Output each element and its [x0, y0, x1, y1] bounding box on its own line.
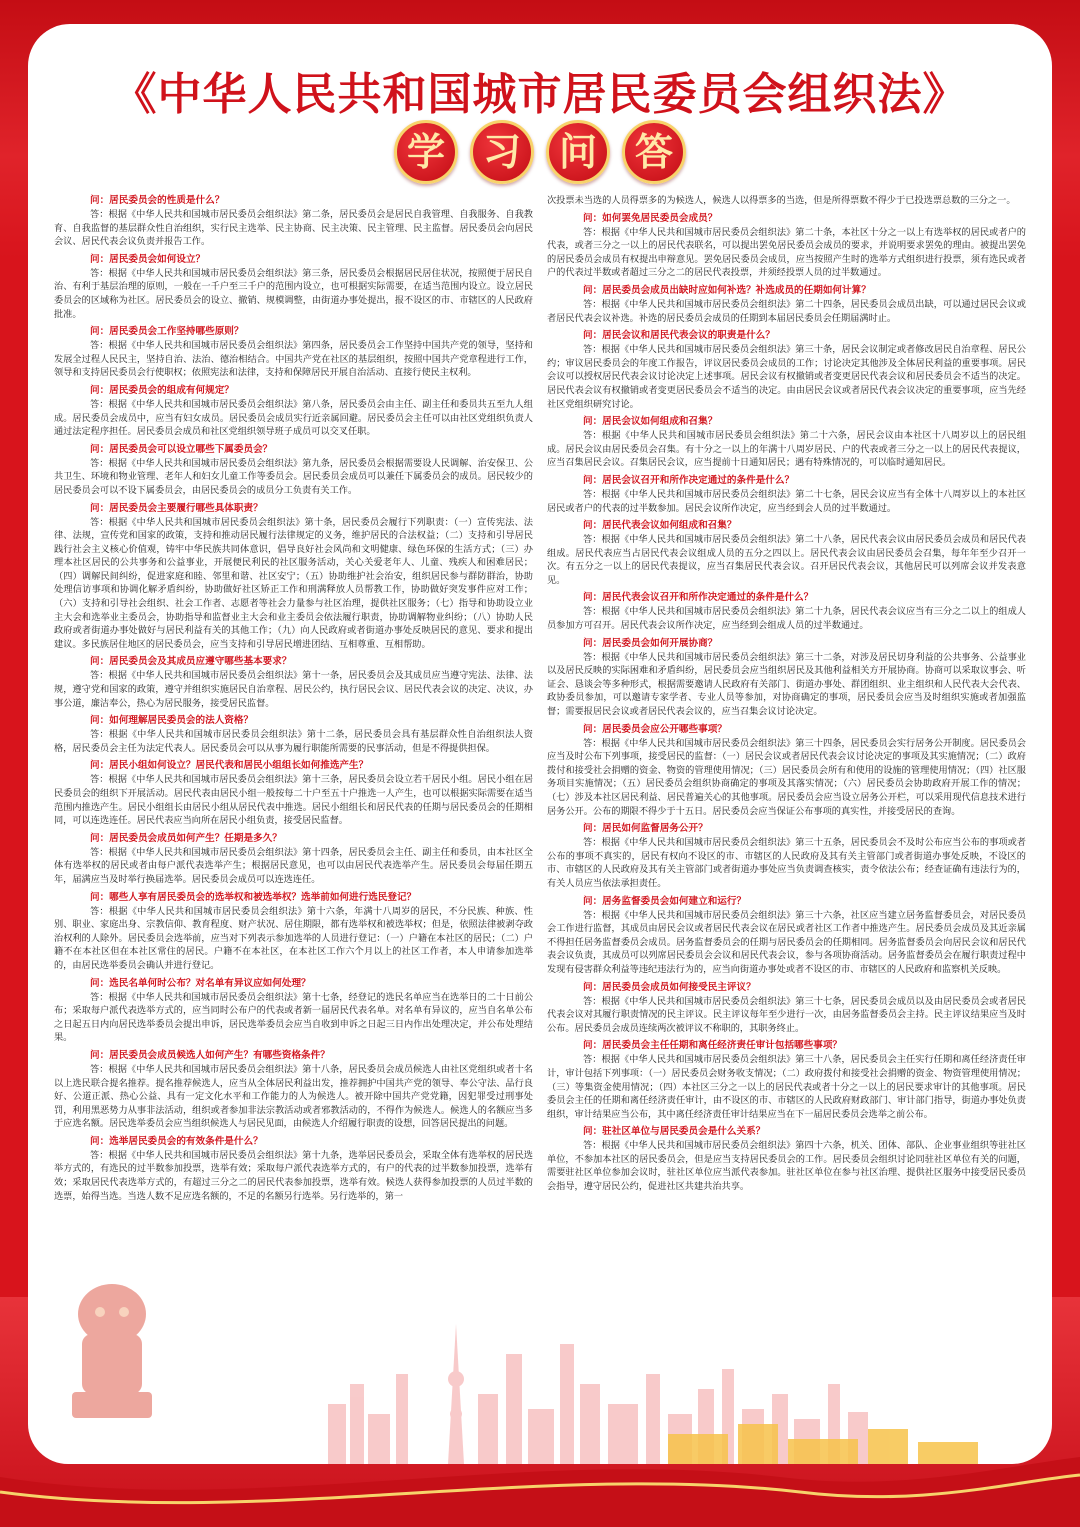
answer-text: 答：根据《中华人民共和国城市居民委员会组织法》第二条，居民委员会是居民自我管理、自我服务、自我教育、自我监督的基层群众性自治组织，实行民主选举、民主协商、民主决策、民主管理、民主监督。居民委员会向居民会议、居民代表会议负责并报告工作。 — [54, 209, 533, 248]
qa-item — [54, 714, 533, 755]
qa-item — [54, 253, 533, 321]
question-text: 问：哪些人享有居民委员会的选举权和被选举权？选举前如何进行选民登记？ — [90, 891, 417, 903]
answer-text: 答：根据《中华人民共和国城市居民委员会组织法》第十条，居民委员会履行下列职责：（一）宣传宪法、法律、法规，宣传党和国家的政策，支持和推动居民履行法律规定的义务，维护居民的合法权益；（二）支持和引导居民践行社会主义核心价值观，铸牢中华民族共同体意识，倡导良好社会风尚和文明健康、绿色环保的生活方式；（三）办理本社区居民的公共事务和公益事业，开展便民利民的社区服务活动，关心关爱老年人、儿童、残疾人和困难居民；（四）调解民间纠纷，促进家庭和睦、邻里和谐、社区安宁；（五）协助维护社会治安，组织居民参与群防群治，协助处理信访事项和协调化解矛盾纠纷，协助做好社区矫正工作和刑满释放人员帮教工作，协助做好突发事件应对工作；（六）支持和引导社会组织、社会工作者、志愿者等社会力量参与社区治理，提供社区服务；（七）指导和协助设立业主大会和选举业主委员会，协助指导和监督业主大会和业主委员会依法履行职责，协助调解物业纠纷；（八）协助人民政府或者街道办事处做好与居民利益有关的其他工作；（九）向人民政府或者街道办事处反映居民的意见、要求和提出建议。多民族居住地区的居民委员会，应当支持和引导居民增进团结、互相尊重、互相帮助。 — [54, 516, 533, 650]
qa-item — [54, 977, 533, 1045]
answer-text: 答：根据《中华人民共和国城市居民委员会组织法》第十一条，居民委员会及其成员应当遵守宪法、法律、法规，遵守党和国家的政策，遵守并组织实施居民自治章程、居民公约，执行居民会议、居民代表会议的决定、决议，办事公道，廉洁奉公，热心为居民服务，接受居民监督。 — [54, 670, 533, 709]
qa-item — [547, 212, 1026, 280]
question-text: 问：居民委员会成员出缺时应如何补选？补选成员的任期如何计算？ — [583, 284, 871, 296]
subtitle-char: 学 — [394, 120, 458, 184]
subtitle-char: 答 — [622, 120, 686, 184]
qa-item — [547, 591, 1026, 632]
qa-item — [547, 1039, 1026, 1121]
question-text: 问：居民委员会的性质是什么？ — [90, 195, 225, 206]
answer-text: 答：根据《中华人民共和国城市居民委员会组织法》第四十六条，机关、团体、部队、企业事业组织等驻社区单位，不参加本社区的居民委员会，但是应当支持居民委员会的工作。居民委员会组织讨论同驻社区单位有关的问题，需要驻社区单位参加会议时，驻社区单位应当派代表参加。驻社区单位在参与社区治理、提供社区服务中接受居民委员会指导，遵守居民公约，促进社区共建共治共享。 — [547, 1140, 1026, 1193]
qa-item — [54, 655, 533, 710]
qa-item — [547, 723, 1026, 819]
qa-item — [54, 502, 533, 652]
answer-text: 答：根据《中华人民共和国城市居民委员会组织法》第十二条，居民委员会具有基层群众性自治组织法人资格，居民委员会主任为法定代表人。居民委员会可以从事为履行职能所需要的民事活动，但是不得提供担保。 — [54, 729, 533, 754]
answer-text: 答：根据《中华人民共和国城市居民委员会组织法》第十九条，选举居民委员会，采取全体有选举权的居民选举方式的，有选民的过半数参加投票，选举有效；采取每户派代表选举方式的，有户的代表的过半数参加投票，选举有效；采取居民代表选举方式的，有超过三分之二的居民代表参加投票，选举有效。候选人获得参加投票的人员过半数的选票，始得当选。当选人数不足应选名额的，不足的名额另行选举。另行选举的，第一 — [54, 1149, 533, 1202]
subtitle-char: 习 — [470, 120, 534, 184]
poster-title: 《中华人民共和国城市居民委员会组织法》 — [112, 69, 968, 120]
qa-item — [547, 474, 1026, 515]
answer-text: 答：根据《中华人民共和国城市居民委员会组织法》第二十四条，居民委员会成员出缺，可以通过居民会议或者居民代表会议补选。补选的居民委员会成员的任期到本届居民委员会任期届满时止。 — [547, 298, 1026, 324]
question-text: 问：居民委员会应公开哪些事项？ — [583, 723, 727, 735]
question-text: 问：如何理解居民委员会的法人资格？ — [90, 715, 254, 727]
answer-text: 答：根据《中华人民共和国城市居民委员会组织法》第十八条，居民委员会成员候选人由社区党组织或者十名以上选民联合提名推荐。提名推荐候选人，应当从全体居民利益出发，推荐拥护中国共产党的领导、奉公守法、品行良好、公道正派、热心公益、具有一定文化水平和工作能力的人为候选人。被开除中国共产党党籍，因犯罪受过刑事处罚，利用黑恶势力从事非法活动，组织或者参加非法宗教活动或者邪教活动的，不得作为候选人。候选人的名额应当多于应选名额。居民选举委员会应当组织候选人与居民见面，由候选人介绍履行职责的设想，回答居民提出的问题。 — [54, 1063, 533, 1130]
answer-text: 答：根据《中华人民共和国城市居民委员会组织法》第三十二条，对涉及居民切身利益的公共事务、公益事业以及居民反映的实际困难和矛盾纠纷，居民委员会应当组织居民及其他利益相关方开展协商。协商可以采取议事会、听证会、恳谈会等多种形式，根据需要邀请人民政府有关部门、街道办事处、群团组织、业主组织和人民代表大会代表、政协委员参加，可以邀请专家学者、专业人员等参加，对协商确定的事项，居民委员会应当及时组织实施或者加强监督；需要报居民会议或者居民代表会议的，应当召集会议讨论决定。 — [547, 651, 1026, 718]
answer-text: 答：根据《中华人民共和国城市居民委员会组织法》第二十九条，居民代表会议应当有三分之二以上的组成人员参加方可召开。居民代表会议所作决定，应当经到会组成人员的过半数通过。 — [547, 606, 1026, 632]
question-text: 问：居民委员会如何开展协商？ — [583, 637, 718, 649]
question-text: 问：居民代表会议召开和所作决定通过的条件是什么？ — [583, 592, 814, 604]
question-text: 问：居民小组如何设立？居民代表和居民小组组长如何推选产生？ — [90, 760, 369, 772]
question-text: 问：居民委员会工作坚持哪些原则？ — [90, 326, 244, 338]
qa-item — [547, 981, 1026, 1036]
qa-left-column — [54, 194, 533, 1284]
answer-text: 答：根据《中华人民共和国城市居民委员会组织法》第八条，居民委员会由主任、副主任和委员共五至九人组成。居民委员会成员中，应当有妇女成员。居民委员会成员实行近亲属回避。居民委员会主任可以由社区党组织负责人通过法定程序担任。居民委员会成员和社区党组织领导班子成员可以交叉任职。 — [54, 398, 533, 438]
question-text: 问：选民名单何时公布？对名单有异议应如何处理？ — [90, 977, 311, 989]
answer-text: 答：根据《中华人民共和国城市居民委员会组织法》第三十六条，社区应当建立居务监督委员会，对居民委员会工作进行监督，其成员由居民会议或者居民代表会议在居民或者社区工作者中推选产生。居民委员会成员及其近亲属不得担任居务监督委员会成员。居务监督委员会的任期与居民委员会的任期相同。居务监督委员会向居民会议和居民代表会议负责，其成员可以列席居民委员会会议和居民代表会议，参与各项协商活动。居务监督委员会在履行职责过程中发现有侵害群众利益等违纪违法行为的，应当向街道办事处或者不设区的市、市辖区的人民政府和监察机关反映。 — [547, 909, 1026, 975]
question-text: 问：居民委员会及其成员应遵守哪些基本要求？ — [90, 656, 292, 668]
qa-item — [54, 891, 533, 973]
qa-item — [54, 1135, 533, 1203]
question-text: 问：居民委员会如何设立？ — [90, 253, 206, 265]
answer-text: 答：根据《中华人民共和国城市居民委员会组织法》第二十六条，居民会议由本社区十八周岁以上的居民组成。居民会议由居民委员会召集。有十分之一以上的年满十八周岁居民、户的代表或者三分之一以上的居民代表提议，应当召集居民会议。召集居民会议，应当提前十日通知居民；遇有特殊情况的，可以临时通知居民。 — [547, 430, 1026, 469]
qa-item — [547, 895, 1026, 977]
question-text: 问：居民会议如何组成和召集？ — [583, 416, 718, 428]
qa-item — [54, 1049, 533, 1131]
subtitle-char: 问 — [546, 120, 610, 184]
question-text: 问：居民委员会成员如何产生？任期是多久？ — [90, 832, 282, 844]
question-text: 问：居民委员会成员候选人如何产生？有哪些资格条件？ — [90, 1049, 330, 1061]
question-text: 问：居民委员会可以设立哪些下属委员会？ — [90, 443, 273, 455]
answer-text: 答：根据《中华人民共和国城市居民委员会组织法》第三十五条，居民委员会不及时公布应当公布的事项或者公布的事项不真实的，居民有权向不设区的市、市辖区的人民政府及其有关主管部门或者街道办事处反映，不设区的市、市辖区的人民政府及其有关主管部门或者街道办事处应当负责调查核实，责令依法公布；经查证确有违法行为的，有关人员应当依法承担责任。 — [547, 837, 1026, 889]
qa-item — [547, 415, 1026, 470]
question-text: 问：居务监督委员会如何建立和运行？ — [583, 895, 747, 907]
answer-text: 答：根据《中华人民共和国城市居民委员会组织法》第三十四条，居民委员会实行居务公开制度。居民委员会应当及时公布下列事项，接受居民的监督：（一）居民会议或者居民代表会议讨论决定的事项及其实施情况；（二）政府拨付和接受社会捐赠的资金、物资的管理使用情况；（三）居民委员会所有和使用的设施的管理使用情况；（四）社区服务项目实施情况；（五）居民委员会组织协商确定的事项及其落实情况；（六）居民委员会协助政府开展工作的情况；（七）涉及本社区居民利益、居民普遍关心的其他事项。居民委员会应当设立居务公开栏，可以采用现代信息技术进行居务公开。公布的期限不得少于十五日。居民委员会应当保证公布事项的真实性，并接受居民的查询。 — [547, 737, 1026, 817]
qa-columns — [54, 194, 1026, 1284]
answer-text: 答：根据《中华人民共和国城市居民委员会组织法》第九条，居民委员会根据需要设人民调解、治安保卫、公共卫生、环境和物业管理、老年人和妇女儿童工作等委员会。居民委员会成员可以兼任下属委员会的成员。居民较少的居民委员会可以不设下属委员会，由居民委员会的成员分工负责有关工作。 — [54, 457, 533, 496]
answer-text: 答：根据《中华人民共和国城市居民委员会组织法》第三十八条，居民委员会主任实行任期和离任经济责任审计，审计包括下列事项：（一）居民委员会财务收支情况；（二）政府拨付和接受社会捐赠的资金、物资管理使用情况；（三）等集资金使用情况；（四）本社区三分之一以上的居民代表或者十分之一以上的居民要求审计的其他事项。居民委员会主任的任期和离任经济责任审计，由不设区的市、市辖区的人民政府财政部门、审计部门指导，街道办事处负责组织，审计结果应当公布，其中离任经济责任审计结果应当在下一届居民委员会选举之前公布。 — [547, 1054, 1026, 1120]
qa-item — [547, 329, 1026, 411]
question-text: 问：如何罢免居民委员会成员？ — [583, 212, 718, 224]
qa-item — [54, 194, 533, 249]
question-text: 问：居民如何监督居务公开？ — [583, 823, 708, 835]
qa-item — [547, 1125, 1026, 1193]
question-text: 问：选举居民委员会的有效条件是什么？ — [90, 1135, 263, 1147]
answer-text: 答：根据《中华人民共和国城市居民委员会组织法》第三十七条，居民委员会成员以及由居民委员会或者居民代表会议对其履行职责情况的民主评议。民主评议每年至少进行一次，由居务监督委员会主持。民主评议结果应当及时公布。居民委员会成员连续两次被评议不称职的，其职务终止。 — [547, 995, 1026, 1034]
question-text: 问：居民委员会的组成有何规定？ — [90, 384, 234, 396]
answer-text: 答：根据《中华人民共和国城市居民委员会组织法》第三条，居民委员会根据居民居住状况，按照便于居民自治、有利于基层治理的原则，一般在一千户至三千户的范围内设立，也可根据实际需要，在适当范围内设立。设立居民委员会的区域称为社区。居民委员会的设立、撤销、规模调整，由街道办事处提出，报不设区的市、市辖区的人民政府批准。 — [54, 267, 533, 320]
question-text: 问：居民代表会议如何组成和召集？ — [583, 520, 737, 532]
answer-text: 答：根据《中华人民共和国城市居民委员会组织法》第十七条，经登记的选民名单应当在选举日的二十日前公布；采取每户派代表选举方式的，应当同时公布户的代表或者新一届居民代表名单。对名单有异议的，应当自名单公布之日起五日内向居民选举委员会提出申诉，居民选举委员会应当自收到申诉之日起三日内作出处理决定，并公布处理结果。 — [54, 991, 533, 1044]
stone-lion-illustration — [52, 1274, 172, 1424]
qa-item — [547, 284, 1026, 325]
question-text: 问：居民会议召开和所作决定通过的条件是什么？ — [583, 474, 795, 486]
answer-text: 答：根据《中华人民共和国城市居民委员会组织法》第二十八条，居民代表会议由居民委员会成员和居民代表组成。居民代表应当占居民代表会议组成人员的五分之四以上。居民代表会议由居民委员会召集，每年年至少召开一次。有五分之一以上的居民代表提议，应当召集居民代表会议。召开居民代表会议，其他居民可以列席会议并发表意见。 — [547, 534, 1026, 586]
question-text: 问：居民委员会主要履行哪些具体职责？ — [90, 502, 263, 514]
question-text: 问：驻社区单位与居民委员会是什么关系？ — [583, 1126, 766, 1138]
bottom-wave-decoration — [0, 1437, 1080, 1527]
answer-text: 答：根据《中华人民共和国城市居民委员会组织法》第三十条，居民会议制定或者修改居民自治章程、居民公约；审议居民委员会的年度工作报告，评议居民委员会成员的工作；讨论决定其他涉及全体居民利益的重要事项。居民会议可以授权居民代表会议讨论决定上述事项。居民会议有权撤销或者变更居民代表会议和居民委员会不适当的决定。居民代表会议有权撤销或者变更居民委员会不适当的决定。由由居民会议或者居民代表会议决定的重要事项，应当先经社区党组织研究讨论。 — [547, 344, 1026, 410]
poster-panel — [28, 24, 1052, 1464]
answer-text: 次投票未当选的人员得票多的为候选人，候选人以得票多的当选，但是所得票数不得少于已投选票总数的三分之一。 — [547, 195, 1016, 206]
answer-text: 答：根据《中华人民共和国城市居民委员会组织法》第十三条，居民委员会设立若干居民小组。居民小组在居民委员会的组织下开展活动。居民代表由居民小组一般按每二十户至五十户推选一人产生，也可以根据实际需要在适当范围内推选产生。居民小组组长由居民小组从居民代表中推选。居民小组组长和居民代表的任期与居民委员会的任期相同，可以连选连任。居民代表应当向所在居民小组负责，接受居民监督。 — [54, 774, 533, 827]
qa-item — [54, 325, 533, 380]
answer-text: 答：根据《中华人民共和国城市居民委员会组织法》第十四条，居民委员会主任、副主任和委员，由本社区全体有选举权的居民或者由每户派代表选举产生；根据居民意见，也可以由居民代表选举产生。居民委员会每届任期五年，届满应当及时举行换届选举。居民委员会成员可以连选连任。 — [54, 846, 533, 885]
question-text: 问：居民委员会成员如何接受民主评议？ — [583, 981, 756, 993]
qa-item — [54, 759, 533, 827]
qa-item — [54, 384, 533, 439]
qa-item — [547, 822, 1026, 890]
qa-right-column — [547, 194, 1026, 1284]
qa-item — [547, 194, 1026, 208]
question-text: 问：居民会议和居民代表会议的职责是什么？ — [583, 330, 775, 342]
qa-item — [547, 519, 1026, 587]
qa-item — [54, 832, 533, 887]
answer-text: 答：根据《中华人民共和国城市居民委员会组织法》第十六条，年满十八周岁的居民，不分民族、种族、性别、职业、家庭出身、宗教信仰、教育程度、财产状况、居住期限，都有选举权和被选举权；但是，依照法律被剥夺政治权利的人除外。居民委员会选举前，应当对下列表示参加选举的人员进行登记：（一）户籍在本社区的居民；（二）户籍不在本社区但在本社区常住的居民。户籍不在本社区，在本社区工作六个月以上的社区工作者，本人申请参加选举的，由居民选举委员会确认并进行登记。 — [54, 905, 533, 971]
qa-item — [547, 637, 1026, 719]
answer-text: 答：根据《中华人民共和国城市居民委员会组织法》第二十条，本社区十分之一以上有选举权的居民或者户的代表，或者三分之一以上的居民代表联名，可以提出罢免居民委员会成员的要求，并说明要求罢免的理由。被提出罢免的居民委员会成员有权提出申辩意见。罢免居民委员会成员，应当按照产生时的选举方式组织进行投票，须有选民或者户的代表过半数或者超过三分之二的居民代表投票，并须经投票人员的过半数通过。 — [547, 226, 1026, 279]
qa-item — [54, 443, 533, 498]
answer-text: 答：根据《中华人民共和国城市居民委员会组织法》第二十七条，居民会议应当有全体十八周岁以上的本社区居民或者户的代表的过半数参加。居民会议所作决定，应当经到会人员的过半数通过。 — [547, 488, 1026, 514]
answer-text: 答：根据《中华人民共和国城市居民委员会组织法》第四条，居民委员会工作坚持中国共产党的领导，坚持和发展全过程人民民主，坚持自治、法治、德治相结合。中国共产党在社区的基层组织，按照中国共产党章程进行工作，领导和支持居民委员会行使职权；依照宪法和法律，支持和保障居民开展自治活动、直接行使民主权利。 — [54, 340, 533, 379]
subtitle-badges — [28, 120, 1052, 184]
question-text: 问：居民委员会主任任期和离任经济责任审计包括哪些事项？ — [583, 1040, 843, 1052]
